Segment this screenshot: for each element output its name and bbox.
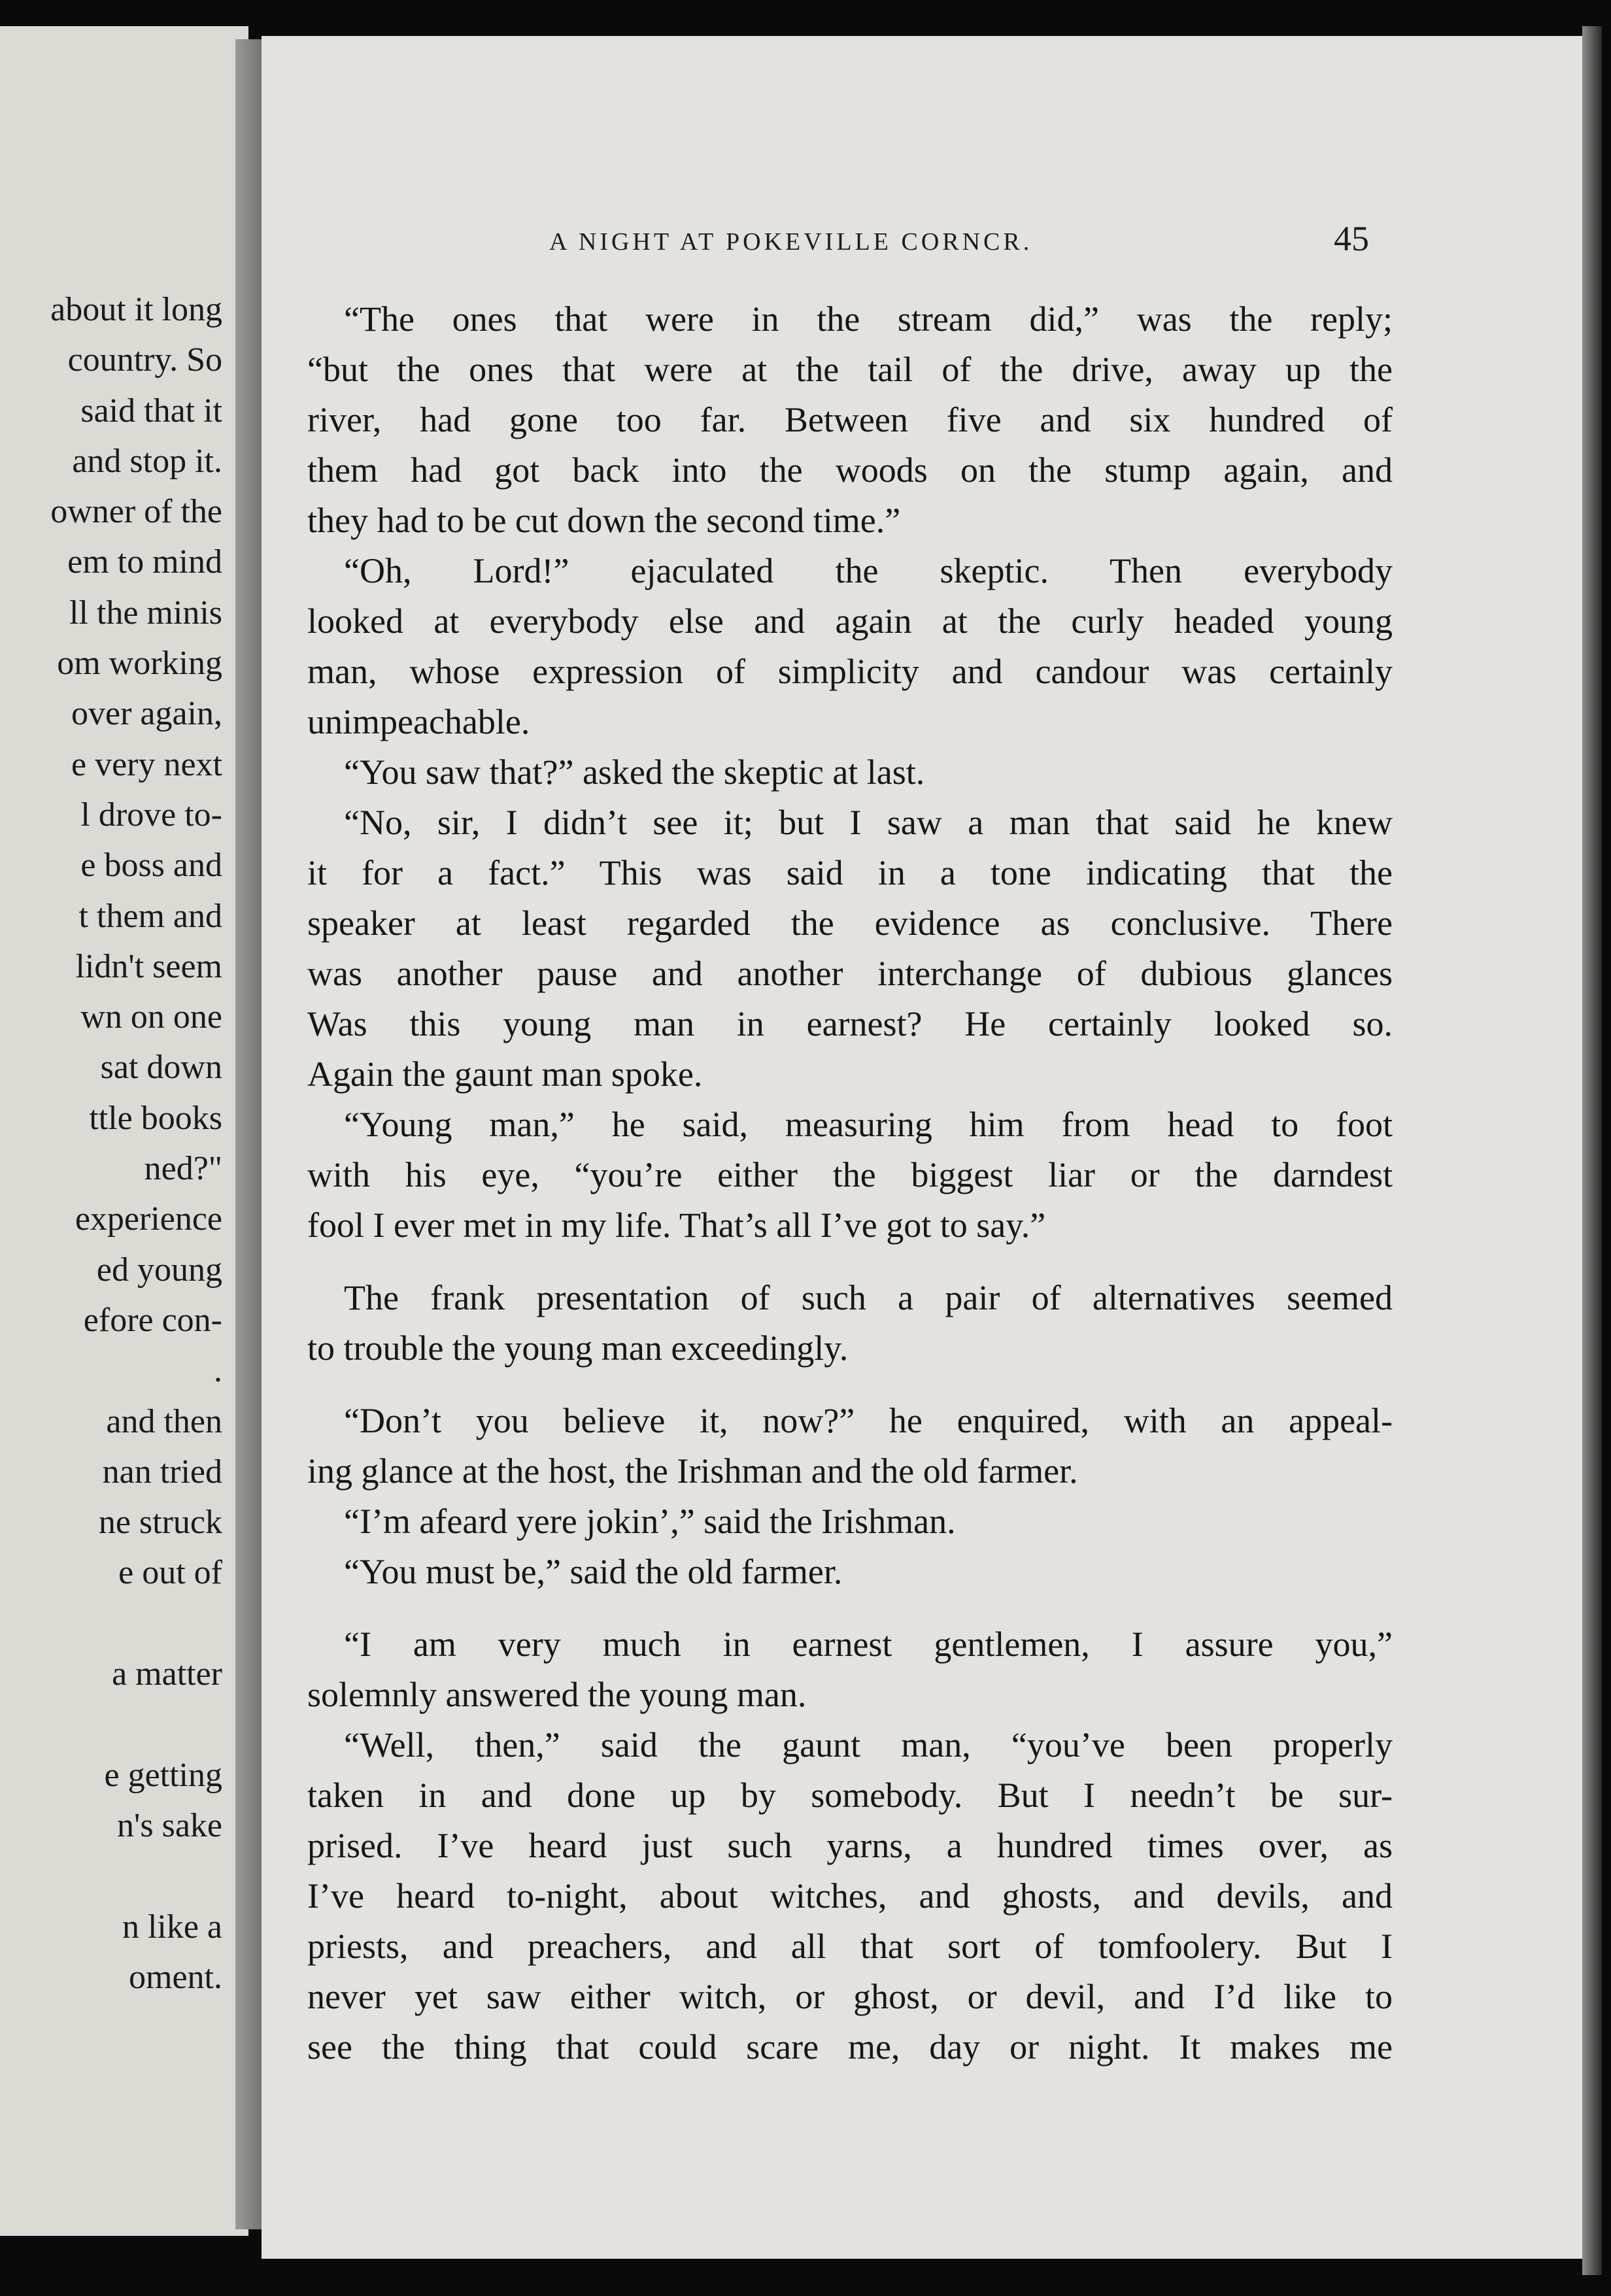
previous-page-line: about it long [50,291,222,328]
previous-page-line: nan tried [102,1453,222,1491]
running-head: A NIGHT AT POKEVILLE CORNCR. [549,228,1033,256]
previous-page-line: experience [75,1200,222,1238]
previous-page-line: oment. [129,1958,222,1996]
text-line: “The ones that were in the stream did,” was the reply; [344,299,1393,339]
text-line: solemnly answered the young man. [307,1675,807,1714]
previous-page-line: said that it [80,392,222,430]
page-body-text [307,294,1393,2072]
text-line: them had got back into the woods on the stump again, and [307,450,1393,490]
previous-page-line: sat down [100,1049,222,1087]
previous-page-line: over again, [71,695,222,733]
previous-page-line: e boss and [80,847,222,885]
text-line: “Oh, Lord!” ejaculated the skeptic. Then everybody [344,551,1393,590]
previous-page-line [0,1598,222,1649]
text-line: “I am very much in earnest gentlemen, I assure you,” [344,1625,1393,1664]
text-line: never yet saw either witch, or ghost, or devil, and I’d like to [307,1977,1393,2016]
paragraph [307,1619,1393,1720]
previous-page-line: lidn't seem [75,947,222,985]
previous-page-line: om working [57,645,222,683]
text-line: unimpeachable. [307,702,530,741]
previous-page-fragment [0,26,248,2236]
text-line: “You saw that?” asked the skeptic at last. [344,752,925,792]
text-line: speaker at least regarded the evidence as conclusive. There [307,903,1393,943]
paragraph [307,747,1393,798]
text-line: “Young man,” he said, measuring him from head to foot [344,1105,1393,1144]
text-line: “Well, then,” said the gaunt man, “you’ve been properly [344,1725,1393,1764]
previous-page-line: country. So [67,341,222,379]
previous-page-line [0,1699,222,1749]
previous-page-line: e out of [118,1554,222,1592]
page-number: 45 [1334,219,1369,258]
previous-page-line: ned?" [144,1150,222,1188]
previous-page-line: efore con- [83,1301,222,1339]
text-line: priests, and preachers, and all that sort of tomfoolery. But I [307,1927,1393,1966]
previous-page-line: owner of the [50,493,222,531]
paragraph [307,546,1393,747]
text-line: see the thing that could scare me, day or night. It makes me [307,2027,1393,2067]
text-line: fool I ever met in my life. That’s all I’ve got to say.” [307,1206,1046,1245]
text-line: The frank presentation of such a pair of alternatives seemed [344,1278,1393,1317]
paragraph [307,1396,1393,1496]
paragraph [307,1496,1393,1547]
text-line: Again the gaunt man spoke. [307,1055,703,1094]
text-line: “I’m afeard yere jokin’,” said the Irishman. [344,1502,956,1541]
previous-page-line: em to mind [67,543,222,581]
text-line: “Don’t you believe it, now?” he enquired, with an appeal- [344,1401,1393,1440]
previous-page-line: ttle books [89,1099,222,1137]
previous-page-line: ll the minis [69,594,222,632]
previous-page-line: e getting [104,1756,222,1794]
previous-page-line: t them and [78,897,222,935]
text-line: Was this young man in earnest? He certainly looked so. [307,1004,1393,1043]
text-line: to trouble the young man exceedingly. [307,1328,849,1368]
previous-page-line: . [214,1352,222,1390]
text-line: with his eye, “you’re either the biggest liar or the darndest [307,1155,1393,1194]
previous-page-line: e very next [71,745,222,783]
previous-page-text [0,284,222,2002]
text-line: “No, sir, I didn’t see it; but I saw a man that said he knew [344,803,1393,842]
previous-page-line: n's sake [116,1806,222,1844]
text-line: river, had gone too far. Between five and six hundred of [307,400,1393,439]
text-line: it for a fact.” This was said in a tone indicating that the [307,853,1393,892]
text-line: taken in and done up by somebody. But I needn’t be sur- [307,1776,1393,1815]
page-edge [1582,26,1602,2275]
previous-page-line: a matter [112,1655,222,1693]
text-line: man, whose expression of simplicity and candour was certainly [307,652,1393,691]
text-line: “You must be,” said the old farmer. [344,1552,843,1591]
previous-page-line [0,1851,222,1901]
text-line: was another pause and another interchange of dubious glances [307,954,1393,993]
previous-page-line: and stop it. [72,442,222,480]
paragraph [307,1547,1393,1597]
paragraph [307,1273,1393,1374]
text-line: looked at everybody else and again at the curly headed young [307,601,1393,641]
text-line: “but the ones that were at the tail of the drive, away up the [307,350,1393,389]
paragraph [307,798,1393,1100]
paragraph [307,294,1393,546]
previous-page-line: wn on one [80,998,222,1036]
previous-page-line: ed young [96,1251,222,1289]
text-line: ing glance at the host, the Irishman and the old farmer. [307,1451,1078,1491]
paragraph [307,1100,1393,1251]
previous-page-line: n like a [122,1908,222,1946]
text-line: I’ve heard to-night, about witches, and ghosts, and devils, and [307,1876,1393,1916]
previous-page-line: and then [106,1402,222,1440]
paragraph [307,1720,1393,2072]
text-line: prised. I’ve heard just such yarns, a hundred times over, as [307,1826,1393,1865]
text-line: they had to be cut down the second time.” [307,501,901,540]
previous-page-line: ne struck [98,1504,222,1542]
previous-page-line: l drove to- [80,796,222,834]
